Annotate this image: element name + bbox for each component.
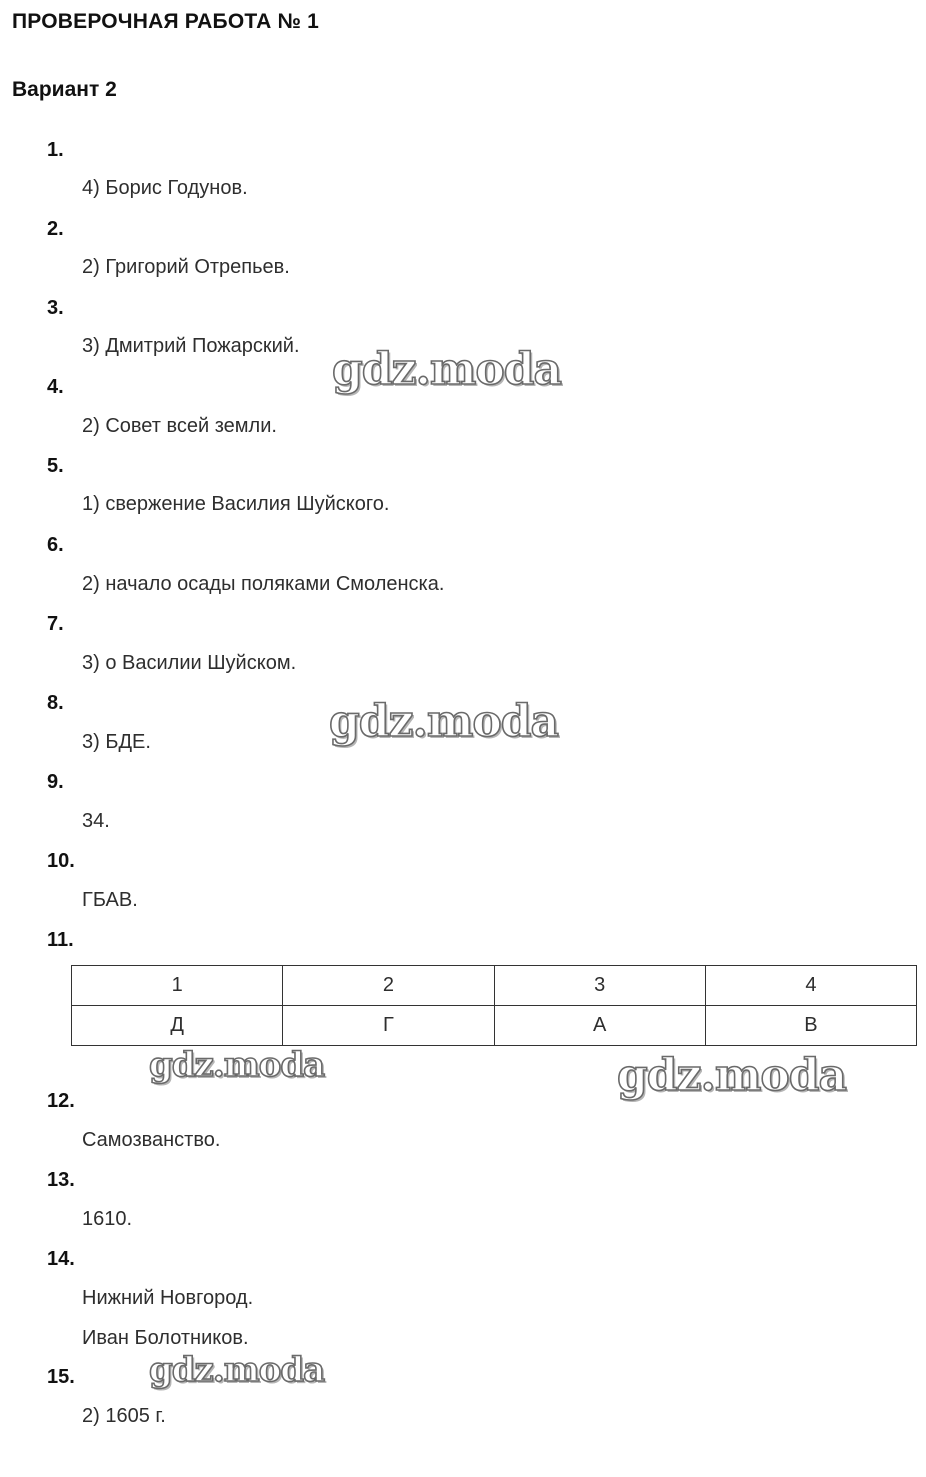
- table-cell: Г: [283, 1006, 494, 1046]
- question-number: 13.: [47, 1169, 75, 1191]
- question-number: 15.: [47, 1366, 75, 1388]
- answer-text: Самозванство.: [82, 1129, 221, 1151]
- answer-text: 4) Борис Годунов.: [82, 177, 248, 199]
- answer-text: ГБАВ.: [82, 889, 138, 911]
- question-number: 11.: [47, 929, 74, 951]
- answer-text: 2) 1605 г.: [82, 1405, 166, 1427]
- answer-text: 3) БДЕ.: [82, 731, 151, 753]
- answer-text: 34.: [82, 810, 110, 832]
- table-header-cell: 2: [283, 966, 494, 1006]
- answer-text: 3) Дмитрий Пожарский.: [82, 335, 300, 357]
- question-number: 8.: [47, 692, 64, 714]
- question-number: 3.: [47, 297, 64, 319]
- matching-table: [71, 965, 917, 1046]
- answer-text: Нижний Новгород.: [82, 1287, 254, 1309]
- table-cell: В: [705, 1006, 916, 1046]
- question-number: 2.: [47, 218, 64, 240]
- table-header-row: [72, 966, 917, 1006]
- page-title: ПРОВЕРОЧНАЯ РАБОТА № 1: [12, 10, 319, 33]
- question-number: 6.: [47, 534, 64, 556]
- question-number: 12.: [47, 1090, 75, 1112]
- answer-text: 1) свержение Василия Шуйского.: [82, 493, 390, 515]
- watermark-logo: gdz.moda: [332, 344, 562, 395]
- answer-text: 2) Григорий Отрепьев.: [82, 256, 290, 278]
- watermark-logo: gdz.moda: [617, 1050, 847, 1101]
- table-header-cell: 1: [72, 966, 283, 1006]
- table-header-cell: 3: [494, 966, 705, 1006]
- question-number: 7.: [47, 613, 64, 635]
- question-number: 9.: [47, 771, 64, 793]
- answer-text: 2) Совет всей земли.: [82, 415, 277, 437]
- question-number: 10.: [47, 850, 75, 872]
- question-number: 1.: [47, 139, 64, 161]
- answer-text: Иван Болотников.: [82, 1327, 249, 1349]
- question-number: 5.: [47, 455, 64, 477]
- answer-text: 1610.: [82, 1208, 133, 1230]
- question-number: 14.: [47, 1248, 75, 1270]
- watermark-logo: gdz.moda: [329, 696, 559, 747]
- question-number: 4.: [47, 376, 64, 398]
- table-row: [72, 1006, 917, 1046]
- table-cell: А: [494, 1006, 705, 1046]
- variant-heading: Вариант 2: [12, 78, 117, 101]
- watermark-logo: gdz.moda: [149, 1350, 325, 1390]
- watermark-logo: gdz.moda: [149, 1045, 325, 1085]
- answer-text: 3) о Василии Шуйском.: [82, 652, 297, 674]
- table-cell: Д: [72, 1006, 283, 1046]
- answer-text: 2) начало осады поляками Смоленска.: [82, 573, 445, 595]
- table-header-cell: 4: [705, 966, 916, 1006]
